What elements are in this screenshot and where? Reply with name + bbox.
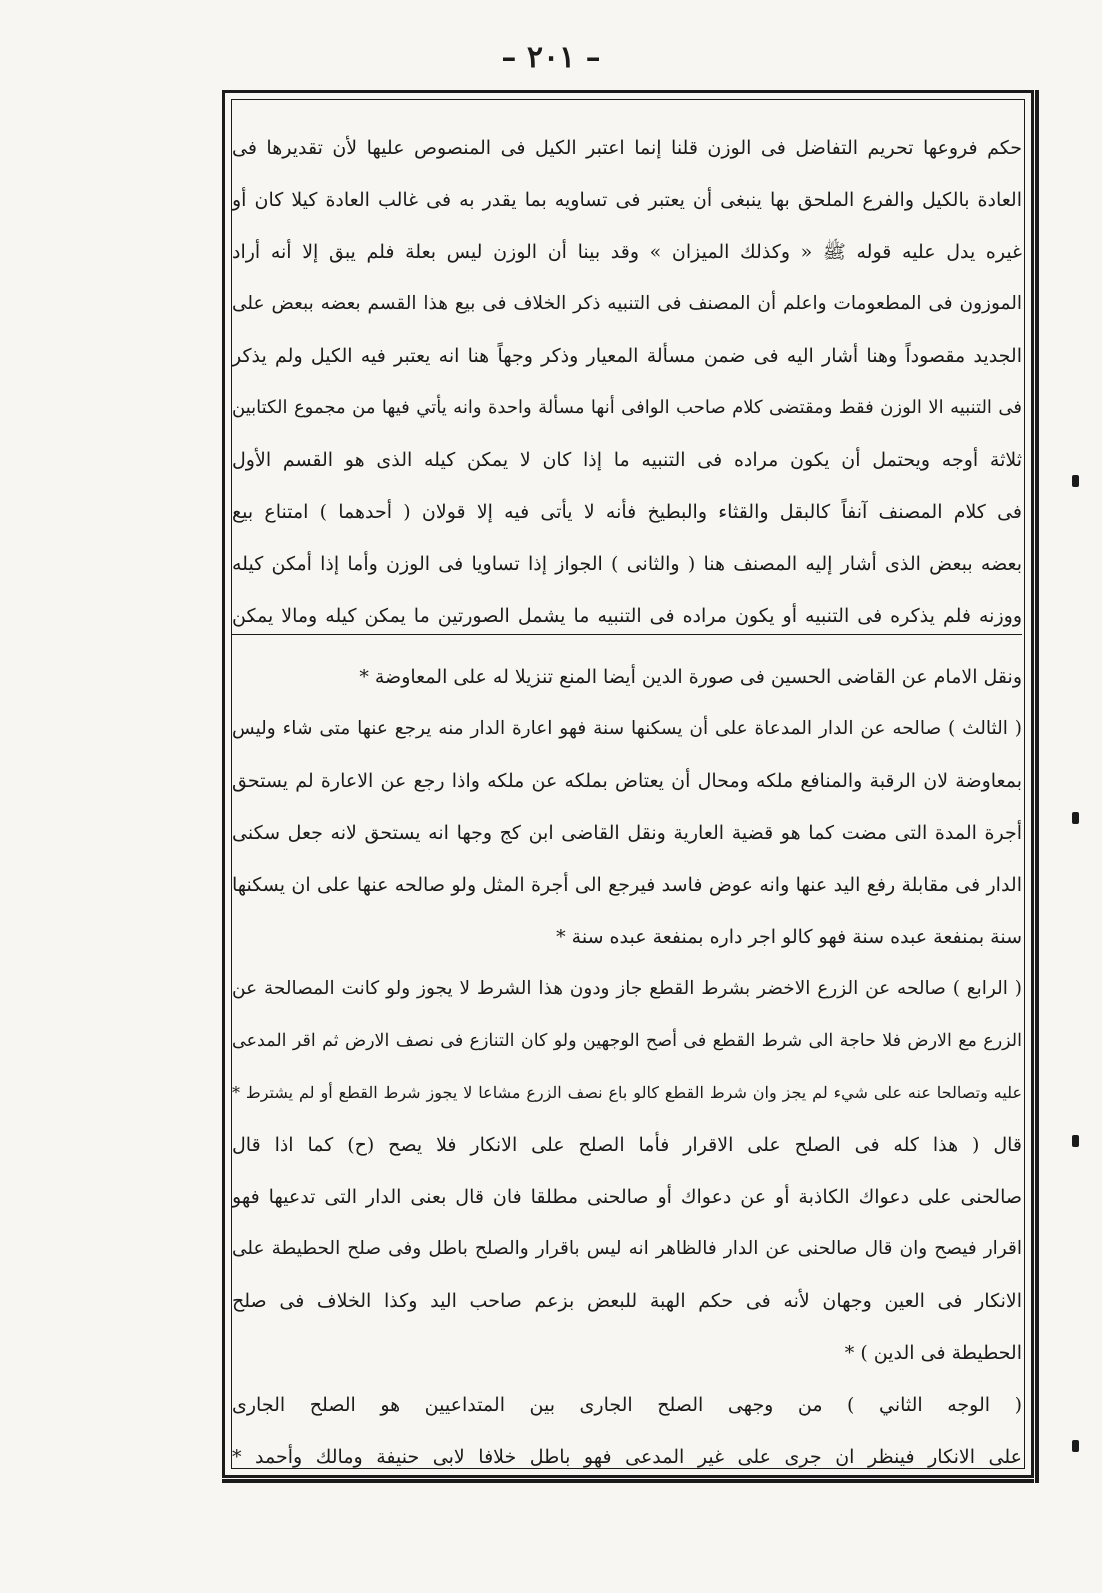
margin-mark xyxy=(1072,1440,1079,1452)
main-line: عليه وتصالحا عنه على شيء لم يجز وان شرط القطع كالو باع نصف الزرع مشاعا لا يجوز شرط القطع أو لم يشترط * xyxy=(232,1083,1022,1102)
commentary-line: الجديد مقصوداً وهنا أشار اليه فى ضمن مسألة المعيار وذكر وجهاً هنا انه يعتبر فيه الكيل ولم يذكر xyxy=(232,345,1022,367)
main-line: أجرة المدة التى مضت كما هو قضية العارية ونقل القاضى ابن كج وجها انه يستحق لانه جعل سكنى xyxy=(232,822,1022,844)
commentary-line: غيره يدل عليه قوله ﷺ « وكذلك الميزان » وقد بينا أن الوزن ليس بعلة فلم يبق إلا أنه أراد xyxy=(232,241,1022,263)
main-line: صالحنى على دعواك الكاذبة أو عن دعواك أو صالحنى مطلقا فان قال بعنى الدار التى تدعيها فهو xyxy=(232,1186,1022,1208)
margin-mark xyxy=(1072,475,1079,487)
main-line: ( الرابع ) صالحه عن الزرع الاخضر بشرط القطع جاز ودون هذا الشرط لا يجوز ولو كانت المصالحة عن xyxy=(232,978,1022,999)
main-text-block xyxy=(232,651,1022,1483)
commentary-line: الموزون فى المطعومات واعلم أن المصنف فى التنبيه ذكر الخلاف فى بيع هذا القسم بعضه ببعض على xyxy=(232,293,1022,314)
commentary-line: فى كلام المصنف آنفاً كالبقل والقثاء والبطيخ فأنه لا يأتى فيه إلا قولان ( أحدهما ) امتناع بيع xyxy=(232,501,1022,523)
main-line: الدار فى مقابلة رفع اليد عنها وانه عوض فاسد فيرجع الى أجرة المثل ولو صالحه عنها على ان يسكنها xyxy=(232,874,1022,896)
commentary-line: حكم فروعها تحريم التفاضل فى الوزن قلنا إنما اعتبر الكيل فى المنصوص عليها لأن تقديرها فى xyxy=(232,137,1022,159)
main-line: الانكار فى العين وجهان لأنه فى حكم الهبة للبعض بزعم صاحب اليد وكذا الخلاف فى صلح xyxy=(232,1290,1022,1312)
commentary-line: ووزنه فلم يذكره فى التنبيه أو يكون مراده فى التنبيه ما يشمل الصورتين ما يمكن كيله ومالا يمكن xyxy=(232,605,1022,627)
main-line: اقرار فيصح وان قال صالحنى عن الدار فالظاهر انه ليس باقرار والصلح باطل وفى صلح الحطيطة على xyxy=(232,1238,1022,1259)
main-line: ونقل الامام عن القاضى الحسين فى صورة الدين أيضا المنع تنزيلا له على المعاوضة * xyxy=(359,666,1022,688)
section-divider xyxy=(232,634,1022,635)
page-border-shadow-right xyxy=(1035,90,1039,1483)
margin-mark xyxy=(1072,1135,1079,1147)
main-line: الزرع مع الارض فلا حاجة الى شرط القطع فى أصح الوجهين ولو كان التنازع فى نصف الارض ثم اقر المدعى xyxy=(232,1031,1022,1051)
main-line: ( الوجه الثاني ) من وجهى الصلح الجارى بين المتداعيين هو الصلح الجارى xyxy=(232,1394,1022,1416)
main-line: ( الثالث ) صالحه عن الدار المدعاة على أن يسكنها سنة فهو اعارة الدار منه يرجع عنها متى شاء وليس xyxy=(232,718,1022,739)
main-line: بمعاوضة لان الرقبة والمنافع ملكه ومحال أن يعتاض بملكه عن ملكه واذا رجع عن الاعارة لم يستحق xyxy=(232,770,1022,792)
page-number: – ٢٠١ – xyxy=(501,40,601,75)
main-line: على الانكار فينظر ان جرى على غير المدعى فهو باطل خلافا لابى حنيفة ومالك وأحمد * xyxy=(232,1446,1022,1468)
main-line: سنة بمنفعة عبده سنة فهو كالو اجر داره بمنفعة عبده سنة * xyxy=(556,926,1022,948)
margin-mark xyxy=(1072,812,1079,824)
commentary-line: ثلاثة أوجه ويحتمل أن يكون مراده فى التنبيه ما إذا كان لا يمكن كيله الذى هو القسم الأول xyxy=(232,449,1022,471)
main-line: الحطيطة فى الدين ) * xyxy=(844,1342,1022,1364)
commentary-line: العادة بالكيل والفرع الملحق بها ينبغى أن يعتبر فى تساويه بما يقدر به فى غالب العادة كيلا كان أو xyxy=(232,189,1022,211)
main-line: قال ( هذا كله فى الصلح على الاقرار فأما الصلح على الانكار فلا يصح (ح) كما اذا قال xyxy=(232,1134,1022,1156)
commentary-line: بعضه ببعض الذى أشار إليه المصنف هنا ( والثانى ) الجواز إذا تساويا فى الوزن وأما إذا أمكن كيله xyxy=(232,553,1022,575)
commentary-line: فى التنبيه الا الوزن فقط ومقتضى كلام صاحب الوافى أنها مسألة واحدة وانه يأتي فيها من مجموع الكتابين xyxy=(232,397,1022,418)
commentary-block xyxy=(232,122,1022,642)
